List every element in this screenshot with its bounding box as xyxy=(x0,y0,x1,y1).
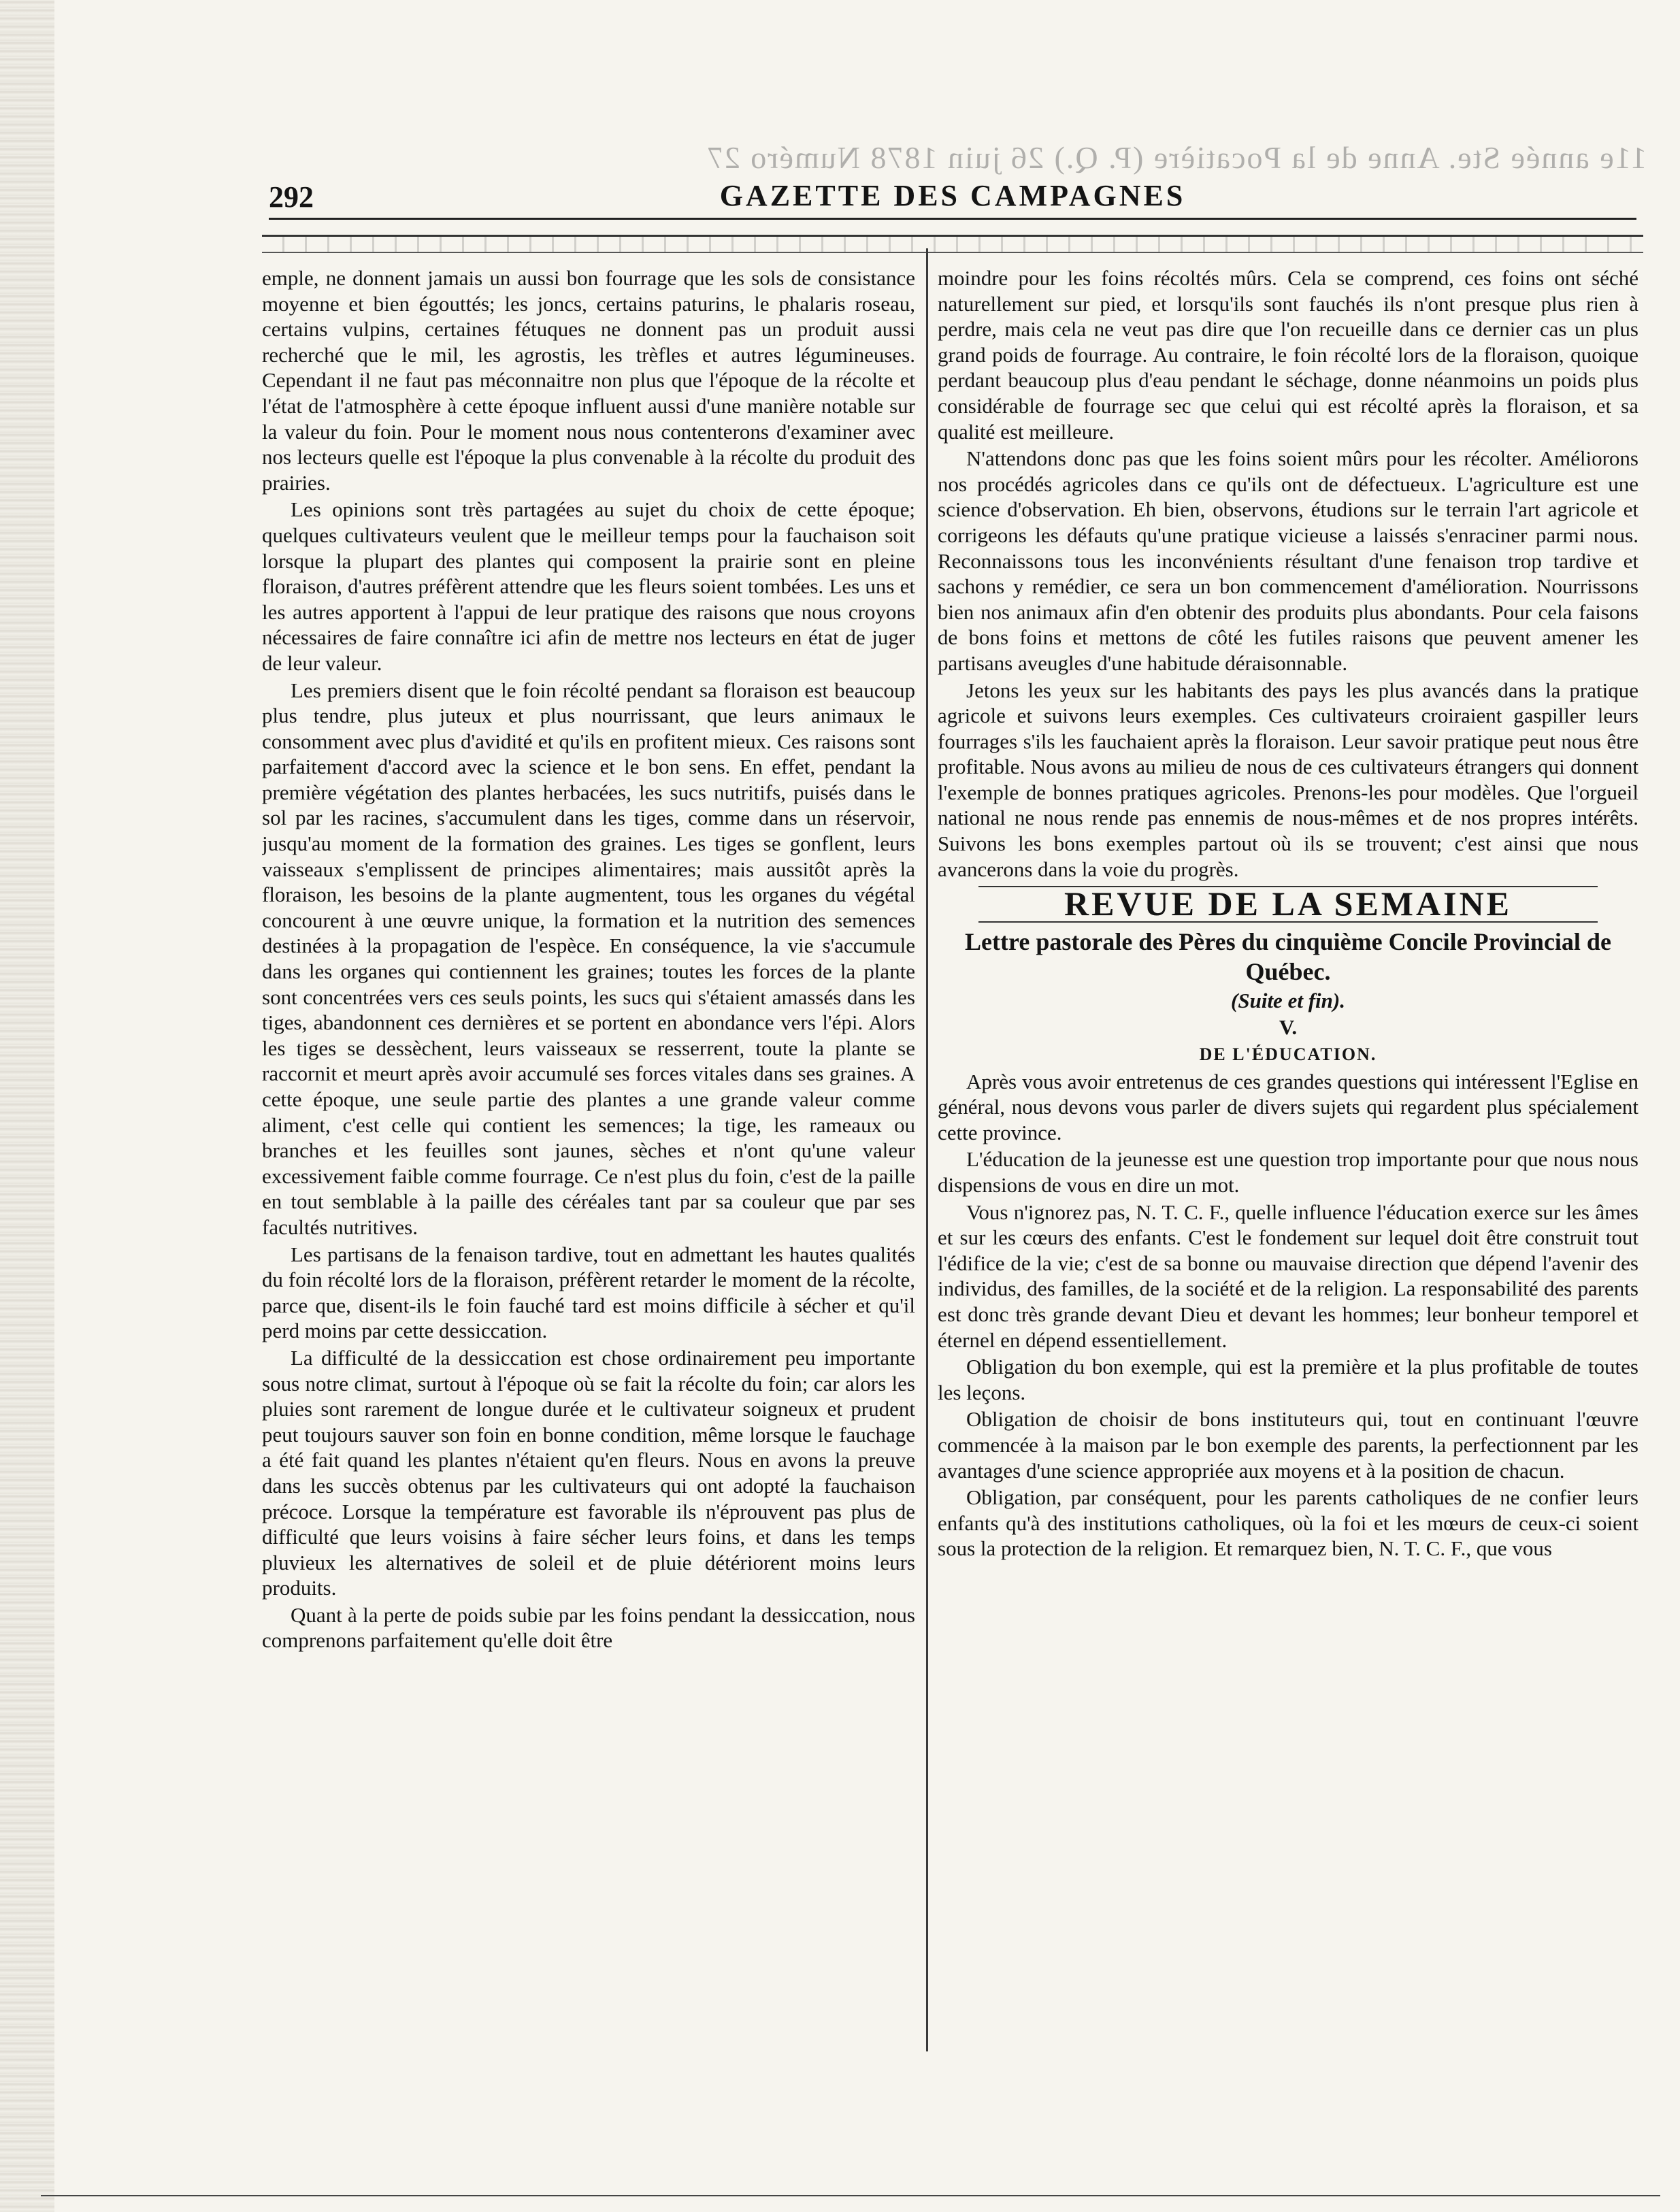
letter-title: Lettre pastorale des Pères du cinquième Concile Provincial de Québec. xyxy=(965,927,1611,985)
paragraph: Les premiers disent que le foin récolté pendant sa floraison est beaucoup plus tendre, plus juteux et plus nourrissant, que leurs animaux le consomment avec plus d'avidité et qu'ils en profitent mieux. Ces raisons sont parfaitement d'accord avec la science et le bon sens. En effet, pendant la première végétation des plantes herbacées, les sucs nutritifs, puisés dans le sol par les racines, s'accumulent dans les tiges, comme dans un réservoir, jusqu'au moment de la formation des graines. Les tiges se gonflent, leurs vaisseaux s'emplissent de principes alimentaires; mais aussitôt après la floraison, les besoins de la plante augmentent, tous les organes du végétal concourent à une œuvre unique, la formation et la nutrition des semences destinées à la propagation de l'espèce. En conséquence, la vie s'accumule dans les organes qui contiennent les graines; toutes les forces de la plante sont concentrées vers ces seuls points, les sucs qui s'étaient amassés dans les tiges, abandonnent ces dernières et se portent en abondance vers l'épi. Alors les tiges se dessèchent, leurs vaisseaux se resserrent, toute la plante se raccornit et meurt après avoir accumulé ses forces vitales dans ses graines. A cette époque, une seule partie des plantes a une grande valeur comme aliment, c'est celle qui contient les semences; la tige, les rameaux ou branches et les feuilles sont jaunes, sèches et n'ont qu'une valeur excessivement faible comme fourrage. Ce n'est plus du foin, c'est de la paille en tout semblable à la paille des céréales tant par sa couleur que par ses facultés nutritives. xyxy=(262,678,915,1239)
subheading: DE L'ÉDUCATION. xyxy=(1199,1044,1377,1065)
chapter-numeral: V. xyxy=(1279,1015,1298,1040)
journal-title: GAZETTE DES CAMPAGNES xyxy=(719,179,1186,212)
paragraph: Obligation, par conséquent, pour les parents catholiques de ne confier leurs enfants qu'à des institutions catholiques, où la foi et les mœurs de ceux-ci soient sous la protection de la religion. Et remarquez bien, N. T. C. F., que vous xyxy=(938,1485,1638,1561)
section-title: REVUE DE LA SEMAINE xyxy=(1064,885,1513,923)
page-edge-shadow xyxy=(0,0,54,2212)
bleed-through-header: 11e année Ste. Anne de la Pocatière (P. Q.) 26 juin 1878 Numéro 27 xyxy=(706,140,1647,175)
paragraph: Obligation de choisir de bons instituteurs qui, tout en continuant l'œuvre commencée à la maison par le bon exemple des parents, la perfectionnent par les avantages d'une science appropriée aux moyens et à la position de chacun. xyxy=(938,1407,1638,1483)
column-divider xyxy=(926,248,928,2051)
paragraph: emple, ne donnent jamais un aussi bon fourrage que les sols de consistance moyenne et bien égouttés; les joncs, certains paturins, le phalaris roseau, certains vulpins, certaines fétuques ne donnent pas un produit aussi recherché que le mil, les agrostis, les trèfles et autres légumineuses. Cependant il ne faut pas méconnaitre non plus que l'époque de la récolte et l'état de l'atmosphère à cette époque influent aussi d'une manière notable sur la valeur du foin. Pour le moment nous nous contenterons d'examiner avec nos lecteurs quelle est l'époque la plus convenable à la récolte du produit des prairies. xyxy=(262,266,915,495)
paragraph: Jetons les yeux sur les habitants des pays les plus avancés dans la pratique agricole et suivons leurs exemples. Ces cultivateurs croiraient gaspiller leurs fourrages s'ils les fauchaient après la floraison. Leur savoir pratique peut nous être profitable. Nous avons au milieu de nous de ces cultivateurs étrangers qui donnent l'exemple de bonnes pratiques agricoles. Prenons-les pour modèles. Que l'orgueil national ne nous rende pas ennemis de nous-mêmes et de nos propres intérêts. Suivons les bons exemples partout où ils se trouvent; c'est ainsi que nous avancerons dans la voie du progrès. xyxy=(938,678,1638,881)
paragraph: Les opinions sont très partagées au sujet du choix de cette époque; quelques cultivateurs veulent que le meilleur temps pour la fauchaison soit lorsque la plupart des plantes qui composent la prairie sont en pleine floraison, d'autres préfèrent attendre que les fleurs soient tombées. Les uns et les autres apportent à l'appui de leur pratique des raisons que nous croyons nécessaires de faire connaître ici afin de mettre nos lecteurs en état de juger de leur valeur. xyxy=(262,497,915,675)
bottom-rule xyxy=(41,2195,1660,2196)
suite-label: (Suite et fin). xyxy=(1231,988,1345,1012)
page-header xyxy=(269,177,1636,220)
paragraph: moindre pour les foins récoltés mûrs. Cela se comprend, ces foins ont séché naturellement sur pied, et lorsqu'ils sont fauchés ils n'ont presque plus rien à perdre, mais cela ne veut pas dire que l'on recueille dans ce dernier cas un plus grand poids de fourrage. Au contraire, le foin récolté lors de la floraison, quoique perdant beaucoup plus d'eau pendant le séchage, donne néanmoins un poids plus considérable de fourrage sec que celui qui est récolté après la floraison, et sa qualité est meilleure. xyxy=(938,266,1638,444)
header-rule xyxy=(262,235,1643,253)
page-number: 292 xyxy=(269,180,314,214)
paragraph: La difficulté de la dessiccation est chose ordinairement peu importante sous notre climat, surtout à l'époque où se fait la récolte du foin; car alors les pluies sont rarement de longue durée et le cultivateur soigneux et prudent peut toujours sauver son foin en bonne condition, même lorsque le fauchage a été fait quand les plantes n'étaient qu'en fleurs. Nous en avons la preuve dans les succès obtenus par les cultivateurs qui ont adopté la fauchaison précoce. Lorsque la température est favorable ils n'éprouvent pas plus de difficulté que leurs voisins à faire sécher leurs foins, et dans les temps pluvieux les alternatives de soleil et de pluie détériorent moins leurs produits. xyxy=(262,1345,915,1600)
paragraph: Quant à la perte de poids subie par les foins pendant la dessiccation, nous comprenons parfaitement qu'elle doit être xyxy=(262,1602,915,1653)
paragraph: Vous n'ignorez pas, N. T. C. F., quelle influence l'éducation exerce sur les âmes et sur les cœurs des enfants. C'est le fondement sur lequel doit être construit tout l'édifice de la vie; c'est de sa bonne ou mauvaise direction que dépend l'avenir des individus, des familles, de la société et de la religion. La responsabilité des parents est donc très grande devant Dieu et devant les hommes; leur bonheur temporel et éternel en dépend essentiellement. xyxy=(938,1200,1638,1352)
paragraph: L'éducation de la jeunesse est une question trop importante pour que nous nous dispensions de vous en dire un mot. xyxy=(938,1147,1638,1197)
left-column xyxy=(262,265,915,2048)
paragraph: Les partisans de la fenaison tardive, tout en admettant les hautes qualités du foin récolté lors de la floraison, préfèrent retarder le moment de la récolte, parce que, disent-ils le foin fauché tard est moins difficile à sécher et qu'il perd moins par cette dessiccation. xyxy=(262,1242,915,1343)
paragraph: Après vous avoir entretenus de ces grandes questions qui intéressent l'Eglise en général, nous devons vous parler de divers sujets qui regardent plus spécialement cette province. xyxy=(938,1069,1638,1144)
right-column xyxy=(938,265,1638,2048)
paragraph: Obligation du bon exemple, qui est la première et la plus profitable de toutes les leçons. xyxy=(938,1355,1638,1404)
paragraph: N'attendons donc pas que les foins soient mûrs pour les récolter. Améliorons nos procédés agricoles dans ce qu'ils ont de défectueux. L'agriculture est une science d'observation. Eh bien, observons, étudions sur le terrain l'art agricole et corrigeons les défauts qu'une pratique vicieuse a laissés s'enraciner parmi nous. Reconnaissons tous les inconvénients résultant d'une fenaison trop tardive et sachons y remédier, ce sera un bon commencement d'amélioration. Nourrissons bien nos animaux afin d'en obtenir des produits plus abondants. Pour cela faisons de bons foins et mettons de côté les futiles raisons que peuvent amener les partisans aveugles d'une habitude déraisonnable. xyxy=(938,446,1638,675)
